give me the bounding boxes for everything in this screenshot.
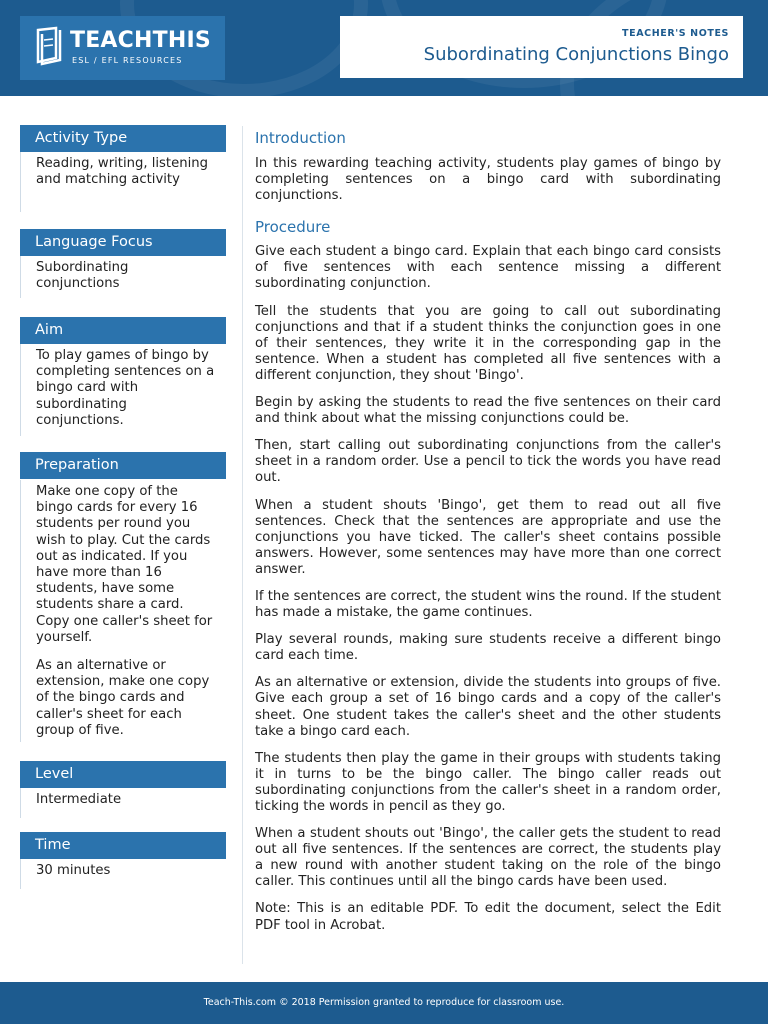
activity-type-box — [20, 152, 226, 212]
preparation-paragraph: As an alternative or extension, make one copy of the bingo cards and caller's sheet for each group of five. — [36, 658, 210, 738]
procedure-paragraph: When a student shouts 'Bingo', get them to read out all five sentences. Check that the sentences are appropriate and use the conjunctions you have ticked. The caller's sheet contains possible answers. However, some sentences may have more than one correct answer. — [255, 497, 721, 577]
brand-tagline: ESL / EFL RESOURCES — [72, 56, 183, 65]
preparation-heading: Preparation — [20, 452, 226, 479]
procedure-paragraph: Tell the students that you are going to call out subordinating conjunctions and that if a student thinks the conjunction goes in one of their sentences, they write it in the corresponding gap in the sentence. When a student has completed all five sentences with a different conjunction, they shout 'Bingo'. — [255, 303, 721, 383]
aim-text: To play games of bingo by completing sentences on a bingo card with subordinating conjunctions. — [36, 348, 215, 428]
procedure-paragraph: Begin by asking the students to read the five sentences on their card and think about what the missing conjunctions could be. — [255, 395, 721, 427]
page-footer — [0, 982, 768, 1024]
document-title: Subordinating Conjunctions Bingo — [423, 44, 729, 65]
brand-logo — [20, 16, 225, 80]
introduction-heading: Introduction — [255, 129, 346, 147]
main-content — [255, 126, 721, 945]
notes-kicker: TEACHER'S NOTES — [622, 28, 729, 39]
level-box — [20, 788, 226, 818]
book-icon — [34, 26, 64, 66]
brand-name: TEACHTHIS — [70, 28, 211, 53]
level-text: Intermediate — [36, 792, 122, 807]
activity-type-heading: Activity Type — [20, 125, 226, 152]
procedure-paragraph: Give each student a bingo card. Explain that each bingo card consists of five sentences with each sentence missing a different subordinating conjunction. — [255, 244, 721, 292]
procedure-paragraph: Then, start calling out subordinating conjunctions from the caller's sheet in a random order. Use a pencil to tick the words you have read out. — [255, 438, 721, 486]
procedure-heading: Procedure — [255, 218, 331, 237]
procedure-paragraph: Play several rounds, making sure students receive a different bingo card each time. — [255, 632, 721, 664]
preparation-box — [20, 480, 226, 742]
column-divider — [242, 126, 243, 964]
editable-note: Note: This is an editable PDF. To edit the document, select the Edit PDF tool in Acrobat. — [255, 901, 721, 933]
procedure-paragraph: If the sentences are correct, the student wins the round. If the student has made a mistake, the game continues. — [255, 588, 721, 621]
introduction-text: In this rewarding teaching activity, students play games of bingo by completing sentences on a bingo card with subordinating conjunctions. — [255, 156, 721, 204]
time-heading: Time — [20, 832, 226, 859]
language-focus-heading: Language Focus — [20, 229, 226, 256]
language-focus-text: Subordinating conjunctions — [36, 260, 129, 292]
aim-heading: Aim — [20, 317, 226, 344]
page-header — [0, 0, 768, 96]
language-focus-box — [20, 256, 226, 298]
title-box — [340, 16, 743, 78]
copyright-text: Teach-This.com © 2018 Permission granted to reproduce for classroom use. — [203, 997, 565, 1008]
aim-box — [20, 344, 226, 436]
time-text: 30 minutes — [36, 863, 111, 878]
time-box — [20, 859, 226, 889]
procedure-paragraph: When a student shouts out 'Bingo', the caller gets the student to read out all five sentences. If the sentences are correct, the students play a new round with another student taking on the role of the bingo caller. This continues until all the bingo cards have been used. — [255, 826, 721, 890]
procedure-paragraph: As an alternative or extension, divide the students into groups of five. Give each group a set of 16 bingo cards and a copy of the caller's sheet. One student takes the caller's sheet and the other students take a bingo card each. — [255, 675, 721, 739]
preparation-paragraph: Make one copy of the bingo cards for every 16 students per round you wish to play. Cut the cards out as indicated. If you have more than 16 students, have some students share a card. Copy one caller's sheet for yourself. — [36, 484, 213, 645]
procedure-paragraph: The students then play the game in their groups with students taking it in turns to be the bingo caller. The bingo caller reads out subordinating conjunctions from the caller's sheet in a random order, ticking the words in pencil as they go. — [255, 750, 721, 814]
activity-type-text: Reading, writing, listening and matching activity — [36, 156, 208, 188]
level-heading: Level — [20, 761, 226, 788]
